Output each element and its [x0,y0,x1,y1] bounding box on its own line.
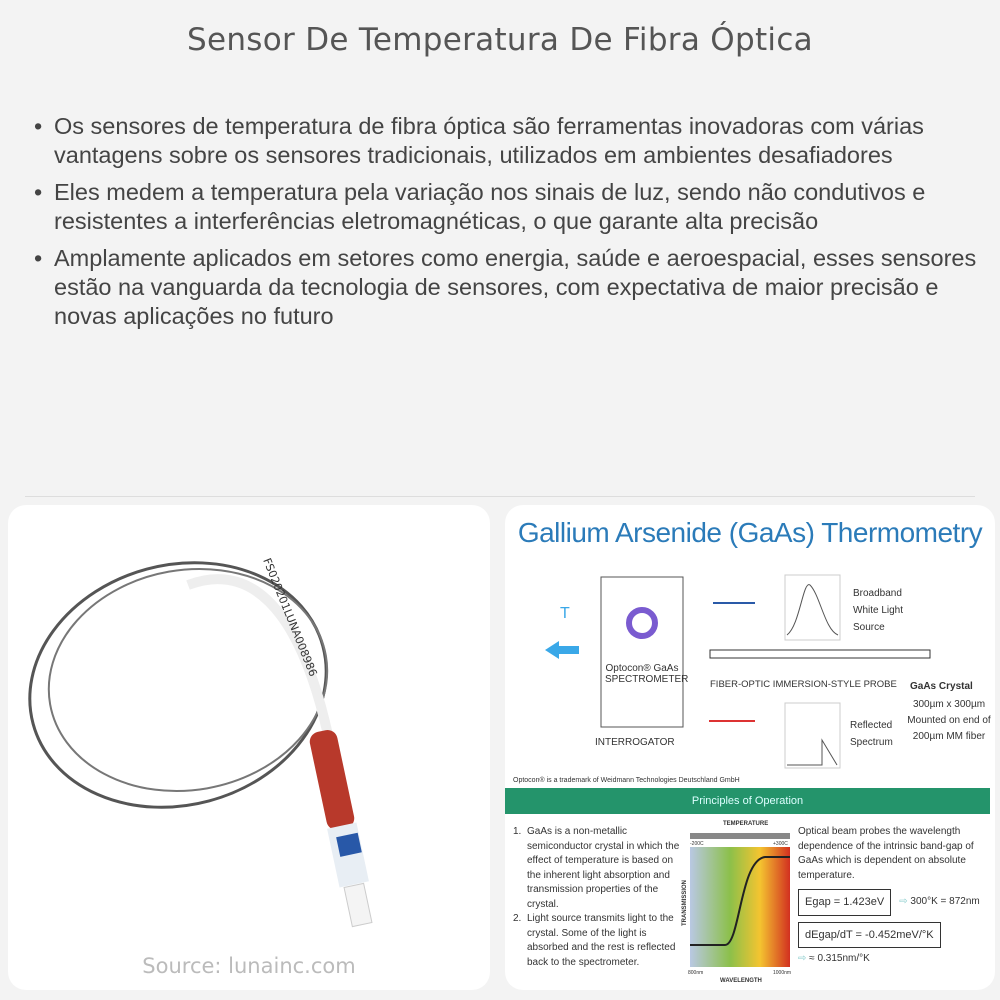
wl-max: 1000nm [773,970,792,976]
wl-min: 800nm [688,970,704,976]
degap-result-text: ≈ 0.315nm/°K [809,953,870,964]
principle-2-text: Light source transmits light to the crystal. Some of the light is absorbed and the rest is reflected back to the spectrometer. [527,913,676,968]
page-title: Sensor De Temperatura De Fibra Óptica [187,22,813,58]
arrow-right-icon: ⇨ [798,953,810,964]
operation-explanation [798,825,990,967]
degap-result [798,952,870,967]
egap-row [798,889,990,916]
bullet-item: • Os sensores de temperatura de fibra óptica são ferramentas inovadoras com várias vantagens sobre os sensores tradicionais, utilizados em ambientes desafiadores [32,112,982,170]
cable-label: FS020201LUNA008986 [260,556,320,679]
temperature-label: TEMPERATURE [723,821,769,827]
principle-2-number: 2. [513,913,522,924]
spectrometer-label: Optocon® GaAs SPECTROMETER [605,663,689,685]
optical-text: Optical beam probes the wavelength dependence of the intrinsic band-gap of GaAs which is dependent on absolute temperature. [798,826,974,881]
diagram-title: Gallium Arsenide (GaAs) Thermometry [517,517,983,548]
crystal-desc: 300µm x 300µm Mounted on end of 200µm MM fiber [907,699,991,742]
probe-label: FIBER-OPTIC IMMERSION-STYLE PROBE [710,679,897,690]
principles-bar: Principles of Operation [505,788,990,814]
transmission-label: TRANSMISSION [682,880,688,927]
divider [25,496,975,497]
gaas-diagram-card [505,505,995,990]
egap-result-text: 300°K = 872nm [910,896,980,907]
crystal-title: GaAs Crystal [910,681,973,692]
bullet-item: • Eles medem a temperatura pela variação nos sinais de luz, sendo não condutivos e resistentes a interferências eletromagnéticas, o que garante alta precisão [32,178,982,236]
principle-1-text: GaAs is a non-metallic semiconductor crystal in which the effect of temperature is based on the inherent light absorption and transmission properties of the crystal. [527,826,680,910]
egap-box: Egap = 1.423eV [798,889,891,916]
broadband-label: Broadband White Light Source [853,588,904,633]
fiber-sensor-image-card [8,505,490,990]
temp-min: -200C [690,841,704,847]
image-source: Source: lunainc.com [142,954,356,978]
wavelength-label: WAVELENGTH [720,978,762,984]
principle-1 [513,825,685,912]
principle-2 [513,912,685,970]
principles-list [513,825,685,970]
reflected-label: Reflected Spectrum [850,720,893,748]
temp-max: +300C [773,841,788,847]
bullet-item: • Amplamente aplicados em setores como energia, saúde e aeroespacial, esses sensores estão na vanguarda da tecnologia de sensores, com expectativa de maior precisão e novas aplicações no futuro [32,244,982,331]
trademark-note: Optocon® is a trademark of Weidmann Technologies Deutschland GmbH [513,777,740,784]
degap-box: dEgap/dT = -0.452meV/°K [798,922,941,949]
bullet-list [32,112,982,339]
t-output-label: T [560,605,570,622]
degap-row [798,922,990,967]
fiber-cable-illustration [8,505,490,990]
arrow-right-icon: ⇨ [899,896,911,907]
principle-1-number: 1. [513,826,522,837]
egap-result [899,895,980,910]
interrogator-label: INTERROGATOR [595,737,675,748]
